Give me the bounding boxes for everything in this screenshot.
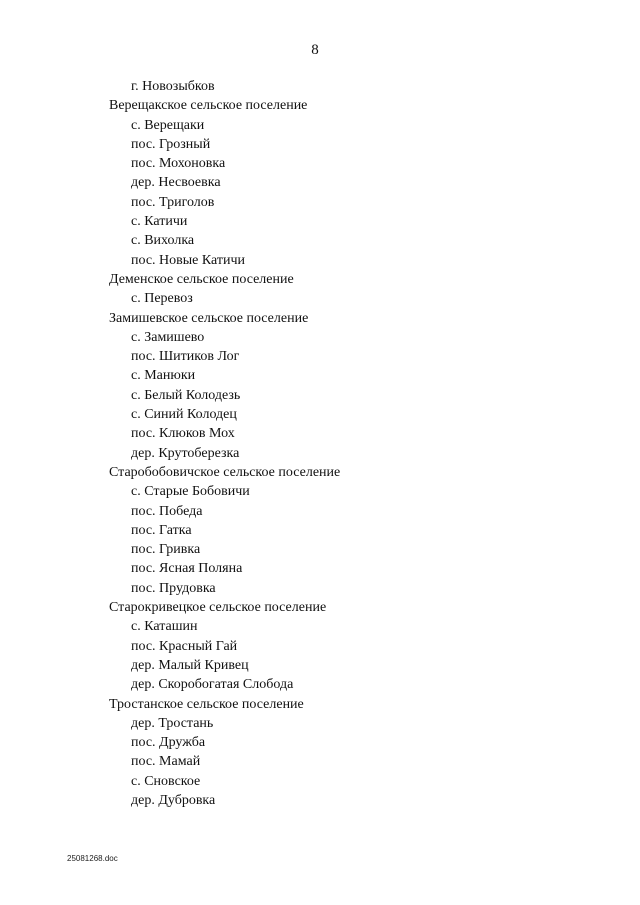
settlement-item: с. Вихолка xyxy=(131,233,195,249)
settlement-item: пос. Гатка xyxy=(131,522,192,538)
settlement-item: пос. Мамай xyxy=(131,754,201,770)
settlement-item: пос. Шитиков Лог xyxy=(131,349,240,365)
settlement-heading: Тростанское сельское поселение xyxy=(109,696,304,712)
settlement-item: с. Синий Колодец xyxy=(131,407,237,423)
footer-filename: 25081268.doc xyxy=(67,854,118,863)
settlement-item: пос. Победа xyxy=(131,503,203,519)
settlement-item: с. Перевоз xyxy=(131,291,193,307)
settlement-item: пос. Триголов xyxy=(131,194,215,210)
settlement-item: дер. Дубровка xyxy=(131,792,216,808)
settlement-item: пос. Ясная Поляна xyxy=(131,561,243,577)
settlement-item: пос. Красный Гай xyxy=(131,638,238,654)
settlement-item: с. Старые Бобовичи xyxy=(131,484,250,500)
settlement-item: дер. Тростань xyxy=(131,715,214,731)
settlement-item: с. Замишево xyxy=(131,329,205,345)
settlement-item: пос. Дружба xyxy=(131,735,206,751)
settlement-item: дер. Крутоберезка xyxy=(131,445,240,461)
settlement-heading: Замишевское сельское поселение xyxy=(109,310,309,326)
settlement-heading: Верещакское сельское поселение xyxy=(109,98,308,114)
settlement-item: с. Верещаки xyxy=(131,117,205,133)
settlement-item: пос. Грозный xyxy=(131,136,211,152)
settlement-item: пос. Мохоновка xyxy=(131,156,226,172)
page-number: 8 xyxy=(311,42,319,58)
settlement-list xyxy=(0,77,640,810)
settlement-item: дер. Малый Кривец xyxy=(131,657,249,673)
settlement-heading: Старокривецкое сельское поселение xyxy=(109,600,327,616)
settlement-item: г. Новозыбков xyxy=(131,79,215,94)
settlement-item: с. Сновское xyxy=(131,773,201,789)
settlement-item: пос. Клюков Мох xyxy=(131,426,235,442)
settlement-item: с. Белый Колодезь xyxy=(131,387,241,403)
settlement-item: пос. Гривка xyxy=(131,542,201,558)
settlement-item: с. Манюки xyxy=(131,368,196,384)
settlement-item: пос. Прудовка xyxy=(131,580,216,596)
settlement-item: дер. Скоробогатая Слобода xyxy=(131,677,294,693)
settlement-heading: Старобобовичское сельское поселение xyxy=(109,464,341,480)
settlement-item: с. Катичи xyxy=(131,214,188,230)
settlement-item: дер. Несвоевка xyxy=(131,175,221,191)
settlement-item: пос. Новые Катичи xyxy=(131,252,246,268)
settlement-heading: Деменское сельское поселение xyxy=(109,271,294,287)
settlement-item: с. Каташин xyxy=(131,619,198,635)
